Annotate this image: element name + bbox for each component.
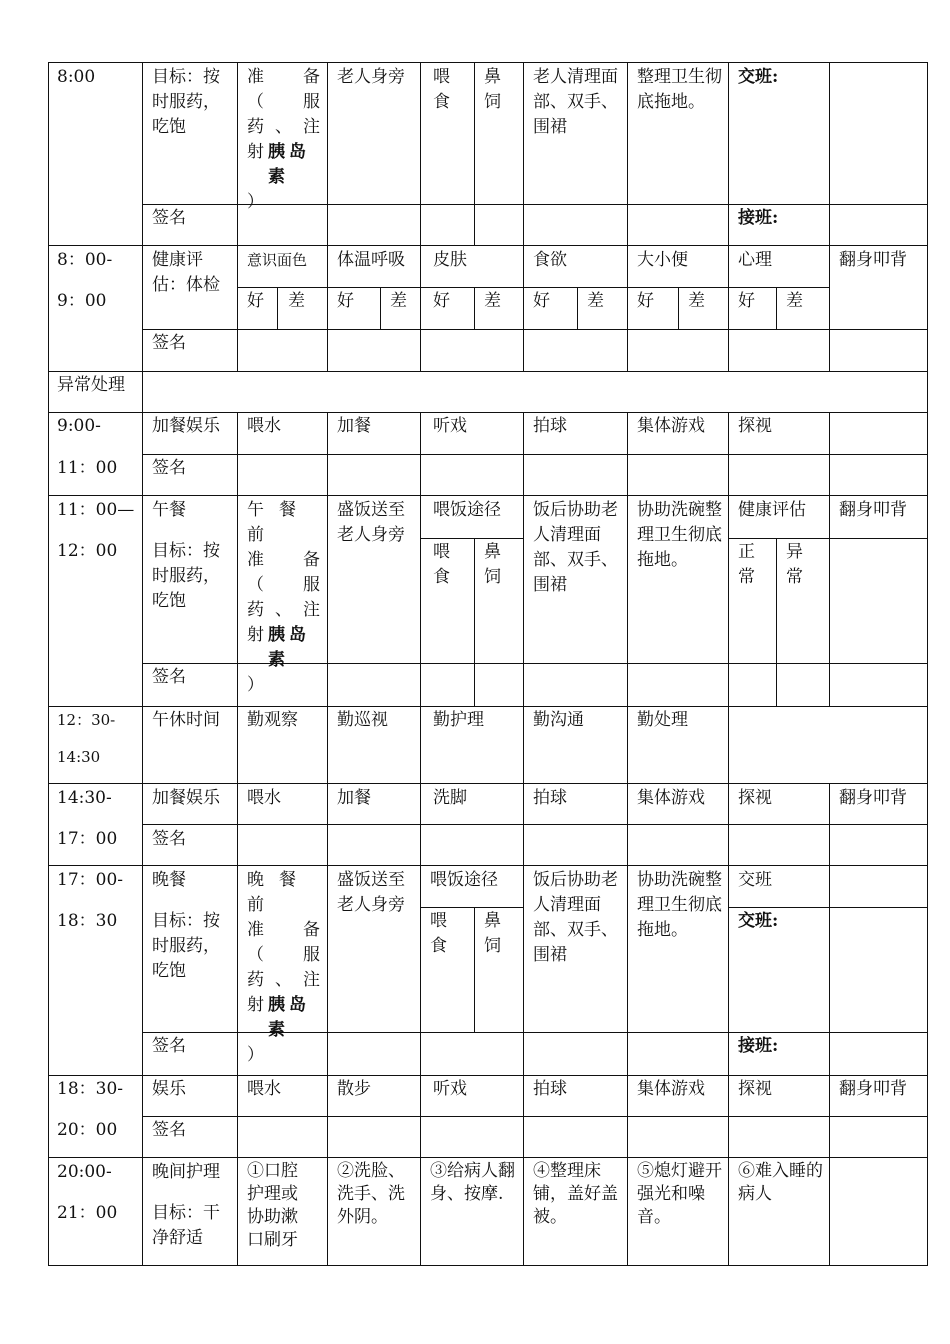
prep-char: 注	[303, 970, 320, 990]
rule-line	[327, 245, 328, 372]
time-start: 14:30-	[57, 788, 112, 808]
prep-line	[247, 573, 320, 598]
prep-char: 备	[303, 550, 320, 570]
sign-label: 签名	[152, 208, 186, 228]
assess-item: 体温呼吸	[337, 250, 405, 270]
prep-close	[247, 673, 320, 698]
rule-line	[728, 62, 729, 246]
activity-item: 喂水	[247, 788, 281, 808]
time-end: 14:30	[57, 748, 101, 766]
prep-line	[247, 943, 320, 968]
prep-line	[247, 90, 320, 115]
sign-label: 签名	[152, 1036, 186, 1056]
prep-line	[247, 548, 320, 573]
rule-line	[142, 454, 928, 455]
rule-line	[237, 62, 238, 246]
rule-line	[48, 706, 928, 707]
rule-line	[627, 865, 628, 1076]
rule-line	[48, 495, 928, 496]
rule-line	[523, 245, 524, 372]
handover-in-text: 接班	[738, 1036, 772, 1056]
activity-item: 听戏	[433, 1079, 467, 1099]
prep-char: 药	[247, 600, 264, 620]
rule-line	[523, 865, 524, 1076]
time-end: 18：30	[57, 911, 118, 931]
prep-line	[247, 968, 320, 993]
serve-text: 盛饭送至老人身旁	[337, 870, 405, 915]
rule-line	[327, 62, 328, 246]
prep-char: 准	[247, 550, 264, 570]
turn-label: 翻身叩背	[839, 250, 907, 270]
rule-line	[474, 62, 475, 246]
rule-line	[927, 62, 928, 1266]
rule-line	[327, 865, 328, 1076]
prep-char: 、	[275, 117, 292, 137]
sign-label: 签名	[152, 333, 186, 353]
handover-in-text: 接班	[738, 208, 772, 228]
activity-item: 散步	[337, 1079, 371, 1099]
feed-tube: 鼻饲	[484, 911, 501, 956]
rule-line	[420, 706, 421, 784]
prep-line	[247, 598, 320, 623]
night-care-item: ⑥难入睡的病人	[738, 1161, 823, 1204]
prep-title-text: 午餐前	[247, 500, 311, 545]
normal-label: 正常	[738, 542, 755, 587]
serve-text: 盛饭送至老人身旁	[337, 500, 405, 545]
rule-line	[728, 495, 729, 707]
rule-line	[237, 865, 238, 1076]
bad-label: 差	[484, 291, 501, 311]
prep-char: （	[247, 92, 264, 112]
activity-item: 拍球	[533, 788, 567, 808]
prep-line	[247, 65, 320, 90]
good-label: 好	[337, 291, 354, 311]
rule-line	[420, 495, 421, 707]
assess-item: 心理	[738, 250, 772, 270]
prep-char: 药	[247, 970, 264, 990]
feed-oral: 喂食	[430, 911, 447, 956]
prep-char: 、	[275, 600, 292, 620]
night-care-item: ③给病人翻身、按摩.	[430, 1161, 515, 1204]
care-item: 勤巡视	[337, 710, 388, 730]
rule-line	[420, 245, 421, 372]
insulin-text: 胰岛素	[268, 142, 310, 187]
night-care-item: ④整理床铺，盖好盖被。	[533, 1161, 618, 1227]
rule-line	[728, 1157, 729, 1266]
rule-line	[523, 495, 524, 707]
rule-line	[237, 706, 238, 784]
rule-line	[142, 371, 143, 413]
sign-label: 签名	[152, 667, 186, 687]
handover-in-label	[738, 206, 778, 231]
sign-label: 签名	[152, 829, 186, 849]
rest-label: 午休时间	[152, 710, 220, 730]
rule-line	[728, 706, 729, 784]
handover-out-label	[738, 909, 778, 934]
good-label: 好	[637, 291, 654, 311]
rule-line	[523, 706, 524, 784]
prep-char: 、	[275, 970, 292, 990]
time-start: 20:00-	[57, 1162, 112, 1182]
activity-item: 拍球	[533, 416, 567, 436]
time-start: 8：00-	[57, 250, 113, 270]
meal-label: 午餐	[152, 500, 186, 520]
turn-label: 翻身叩背	[839, 500, 907, 520]
prep-char: 射	[247, 142, 264, 162]
activity-item: 探视	[738, 416, 772, 436]
prep-char: 准	[247, 67, 264, 87]
rule-line	[776, 287, 777, 330]
handover-in-label	[738, 1034, 778, 1059]
prep-title	[247, 498, 320, 548]
good-label: 好	[738, 291, 755, 311]
activity-item: 听戏	[433, 416, 467, 436]
handover-plain: 交班	[738, 870, 772, 890]
activity-item: 翻身叩背	[839, 788, 907, 808]
colon: :	[772, 1036, 779, 1056]
rule-line	[142, 1157, 143, 1266]
close-paren: ）	[247, 675, 264, 695]
prep-block	[247, 65, 320, 215]
prep-char: 射	[247, 625, 264, 645]
goal-label: 目标：干净舒适	[152, 1203, 220, 1248]
time-start: 9:00-	[57, 416, 101, 436]
care-item: 勤处理	[637, 710, 688, 730]
rule-line	[142, 865, 143, 1076]
prep-char: 服	[303, 92, 320, 112]
prep-char: 射	[247, 995, 264, 1015]
activity-item: 喂水	[247, 1079, 281, 1099]
rule-line	[48, 1075, 928, 1076]
rule-line	[237, 495, 238, 707]
route-label: 喂饭途径	[430, 870, 498, 890]
rule-line	[237, 1157, 238, 1266]
rule-line	[237, 245, 238, 372]
rule-line	[142, 329, 928, 330]
time-start: 18：30-	[57, 1079, 124, 1099]
meal-label: 晚餐	[152, 870, 186, 890]
time-start: 17：00-	[57, 870, 124, 890]
rule-line	[627, 706, 628, 784]
handover-out-text: 交班	[738, 911, 772, 931]
activity-item: 喂水	[247, 416, 281, 436]
rule-line	[474, 538, 475, 707]
rule-line	[420, 907, 524, 908]
time-end: 9：00	[57, 291, 107, 311]
prep-title	[247, 868, 320, 918]
bad-label: 差	[688, 291, 705, 311]
prep-char: 备	[303, 67, 320, 87]
rule-line	[142, 824, 928, 825]
rule-line	[420, 1157, 421, 1266]
colon: :	[772, 208, 779, 228]
rule-line	[776, 538, 777, 707]
tidy-text: 整理卫生彻底拖地。	[637, 67, 722, 112]
rule-line	[48, 62, 49, 1266]
activity-item: 集体游戏	[637, 416, 705, 436]
care-item: 勤观察	[247, 710, 298, 730]
activity-item: 加餐	[337, 416, 371, 436]
activity-item: 探视	[738, 788, 772, 808]
rule-line	[474, 907, 475, 1033]
rule-line	[420, 538, 524, 539]
good-label: 好	[533, 291, 550, 311]
handover-out-text: 交班	[738, 67, 772, 87]
rule-line	[627, 62, 628, 246]
rule-line	[327, 706, 328, 784]
feed-oral: 喂食	[433, 542, 450, 587]
close-paren: ）	[247, 192, 264, 212]
prep-block	[247, 498, 320, 698]
rule-line	[48, 783, 928, 784]
activity-label: 加餐娱乐	[152, 416, 220, 436]
rule-line	[577, 287, 578, 330]
rule-line	[728, 245, 729, 372]
prep-char: 准	[247, 920, 264, 940]
prep-char: 服	[303, 575, 320, 595]
assess-label: 健康评估	[738, 500, 806, 520]
bad-label: 差	[587, 291, 604, 311]
clean-text: 老人清理面部、双手、围裙	[533, 67, 618, 137]
sign-label: 签名	[152, 1120, 186, 1140]
assess-item: 意识面色	[247, 251, 308, 269]
goal-label: 目标：按时服药，吃饱	[152, 541, 220, 611]
prep-close	[247, 190, 320, 215]
feed-tube: 鼻饲	[484, 67, 501, 112]
clean-text: 饭后协助老人清理面部、双手、围裙	[533, 500, 618, 595]
colon: :	[772, 67, 779, 87]
feed-oral: 喂食	[433, 67, 450, 112]
assess-item: 皮肤	[433, 250, 467, 270]
insulin-text: 胰岛素	[268, 995, 310, 1040]
rule-line	[420, 62, 421, 246]
sign-label: 签名	[152, 458, 186, 478]
rule-line	[48, 62, 928, 63]
rule-line	[142, 1116, 928, 1117]
good-label: 好	[247, 291, 264, 311]
close-paren: ）	[247, 1045, 264, 1065]
prep-char: 药	[247, 117, 264, 137]
prep-line	[247, 115, 320, 140]
activity-item: 洗脚	[433, 788, 467, 808]
time-label: 8:00	[57, 67, 96, 87]
feed-tube: 鼻饲	[484, 542, 501, 587]
abnormal-option: 异常	[786, 542, 803, 587]
prep-title-text: 晚餐前	[247, 870, 311, 915]
prep-char: （	[247, 575, 264, 595]
time-start: 11：00—	[57, 500, 135, 520]
activity-label: 加餐娱乐	[152, 788, 220, 808]
rule-line	[829, 245, 830, 372]
rule-line	[142, 495, 143, 707]
bad-label: 差	[288, 291, 305, 311]
goal-label: 目标：按时服药，吃饱	[152, 911, 220, 981]
prep-close	[247, 1043, 320, 1068]
rule-line	[728, 865, 729, 1076]
rule-line	[627, 245, 628, 372]
care-item: 勤沟通	[533, 710, 584, 730]
time-end: 20：00	[57, 1120, 118, 1140]
abnormal-label: 异常处理	[57, 375, 125, 395]
rule-line	[829, 865, 830, 1076]
assess-item: 大小便	[637, 250, 688, 270]
goal-label: 目标：按时服药，吃饱	[152, 67, 220, 137]
prep-line	[247, 140, 320, 190]
health-label: 健康评估：体检	[152, 250, 220, 295]
wash-text: 协助洗碗整理卫生彻底拖地。	[637, 500, 722, 570]
activity-item: 集体游戏	[637, 1079, 705, 1099]
care-item: 勤护理	[433, 710, 484, 730]
time-end: 12：00	[57, 541, 118, 561]
activity-item: 集体游戏	[637, 788, 705, 808]
time-end: 17：00	[57, 829, 118, 849]
rule-line	[678, 287, 679, 330]
prep-char: （	[247, 945, 264, 965]
activity-item: 加餐	[337, 788, 371, 808]
night-care-item: ①口腔护理或协助漱口刷牙	[247, 1161, 298, 1250]
prep-char: 注	[303, 600, 320, 620]
rule-line	[728, 907, 928, 908]
prep-line	[247, 993, 320, 1043]
rule-line	[829, 495, 830, 707]
prep-line	[247, 918, 320, 943]
rule-line	[523, 62, 524, 246]
rule-line	[142, 62, 143, 246]
activity-item: 拍球	[533, 1079, 567, 1099]
rule-line	[380, 287, 381, 330]
time-end: 11：00	[57, 458, 118, 478]
rule-line	[142, 706, 143, 784]
rule-line	[420, 865, 421, 1076]
colon: :	[772, 911, 779, 931]
rule-line	[48, 371, 928, 372]
good-label: 好	[433, 291, 450, 311]
rule-line	[474, 287, 475, 330]
rule-line	[627, 1157, 628, 1266]
rule-line	[327, 495, 328, 707]
bad-label: 差	[390, 291, 407, 311]
rule-line	[327, 1157, 328, 1266]
rule-line	[829, 1157, 830, 1266]
handover-out-label	[738, 65, 778, 90]
insulin-text: 胰岛素	[268, 625, 310, 670]
rule-line	[237, 287, 830, 288]
prep-char: 注	[303, 117, 320, 137]
activity-item: 探视	[738, 1079, 772, 1099]
time-start: 12：30-	[57, 711, 116, 729]
serve-text: 老人身旁	[337, 67, 405, 87]
assess-item: 食欲	[533, 250, 567, 270]
rule-line	[728, 538, 928, 539]
rule-line	[48, 1157, 928, 1158]
rule-line	[627, 495, 628, 707]
rule-line	[48, 245, 928, 246]
rule-line	[829, 62, 830, 246]
care-label: 晚间护理	[152, 1162, 220, 1182]
rule-line	[48, 1265, 928, 1266]
activity-label: 娱乐	[152, 1079, 186, 1099]
rule-line	[48, 865, 928, 866]
rule-line	[523, 1157, 524, 1266]
bad-label: 差	[786, 291, 803, 311]
prep-char: 备	[303, 920, 320, 940]
activity-item: 翻身叩背	[839, 1079, 907, 1099]
rule-line	[277, 287, 278, 330]
night-care-item: ②洗脸、洗手、洗外阴。	[337, 1161, 405, 1227]
wash-text: 协助洗碗整理卫生彻底拖地。	[637, 870, 722, 940]
rule-line	[142, 245, 143, 372]
clean-text: 饭后协助老人清理面部、双手、围裙	[533, 870, 618, 965]
prep-line	[247, 623, 320, 673]
prep-block	[247, 868, 320, 1068]
night-care-item: ⑤熄灯避开强光和噪音。	[637, 1161, 722, 1227]
prep-char: 服	[303, 945, 320, 965]
time-end: 21：00	[57, 1203, 118, 1223]
route-label: 喂饭途径	[433, 500, 501, 520]
rule-line	[48, 412, 928, 413]
